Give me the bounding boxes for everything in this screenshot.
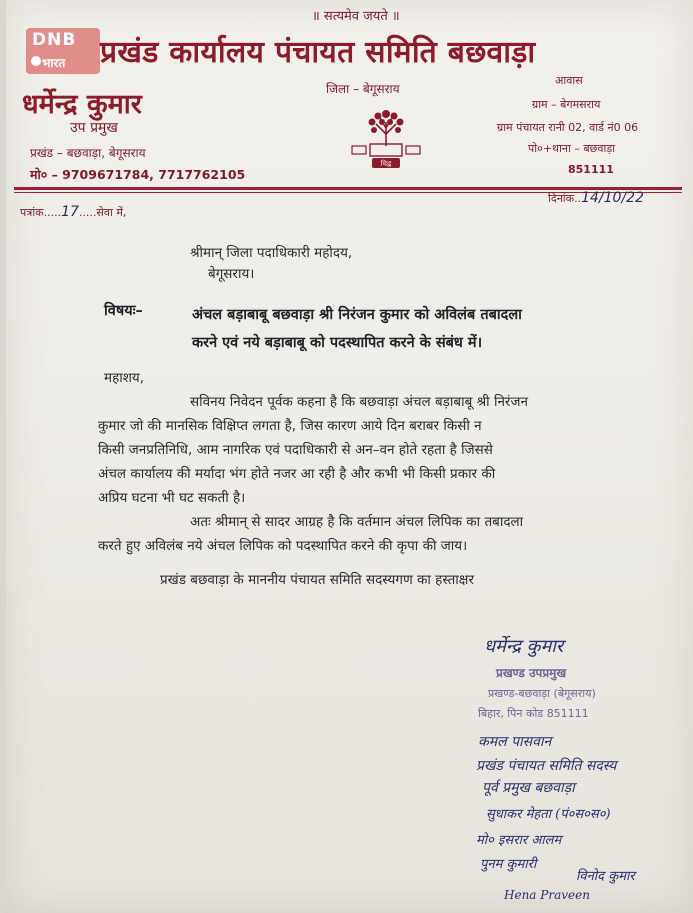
signature-8: विनोद कुमार bbox=[576, 869, 635, 884]
tree-emblem-icon bbox=[350, 100, 422, 172]
body-p1-line5: अप्रिय घटना भी घट सकती है। bbox=[98, 490, 246, 506]
sender-name: धर्मेन्द्र कुमार bbox=[22, 89, 142, 120]
sender-mobile: मो० – 9709671784, 7717762105 bbox=[30, 167, 246, 182]
seal-line2: प्रखण्ड-बछवाड़ा (बेगूसराय) bbox=[488, 687, 596, 700]
recipient-line2: बेगूसराय। bbox=[208, 266, 255, 282]
subject-line1: अंचल बड़ाबाबू बछवाड़ा श्री निरंजन कुमार को अविलंब तबादला bbox=[192, 307, 522, 323]
body-p2-line1: अतः श्रीमान् से सादर आग्रह है कि वर्तमान अंचल लिपिक का तबादला bbox=[190, 514, 524, 530]
district-label: जिला – बेगूसराय bbox=[326, 82, 400, 96]
emblem-label: चिह्न bbox=[380, 160, 392, 168]
body-p2-line2: करते हुए अविलंब नये अंचल लिपिक को पदस्थापित करने की कृपा की जाय। bbox=[98, 538, 468, 554]
signature-6: मो० इसरार आलम bbox=[476, 833, 562, 848]
watermark-brand: DNB bbox=[32, 30, 77, 50]
body-p1-line3: किसी जनप्रतिनिधि, आम नागरिक एवं पदाधिकारी से अन–वन होते रहता है जिससे bbox=[98, 442, 493, 458]
motto: ॥ सत्यमेव जयते ॥ bbox=[312, 9, 400, 24]
office-title: प्रखंड कार्यालय पंचायत समिति बछवाड़ा bbox=[100, 35, 536, 70]
seal-line3: बिहार, पिन कोड 851111 bbox=[478, 707, 589, 720]
body-p1-line4: अंचल कार्यालय की मर्यादा भंग होते नजर आ रही है और कभी भी किसी प्रकार की bbox=[98, 466, 496, 482]
watermark-dot-icon bbox=[31, 56, 41, 66]
residence-post: पो०+थाना – बछवाड़ा bbox=[528, 142, 616, 155]
seva-me: सेवा में, bbox=[96, 206, 127, 219]
subject-label: विषयः– bbox=[104, 303, 143, 319]
reference-line: पत्रांक.....17.....सेवा में, bbox=[20, 204, 127, 220]
subject-line2: करने एवं नये बड़ाबाबू को पदस्थापित करने के संबंध में। bbox=[192, 335, 483, 351]
reference-number: 17 bbox=[61, 204, 79, 220]
residence-village: ग्राम – बेगमसराय bbox=[532, 98, 601, 111]
signature-3: प्रखंड पंचायत समिति सदस्य bbox=[476, 758, 617, 774]
salutation: महाशय, bbox=[104, 370, 145, 386]
sender-block: प्रखंड – बछवाड़ा, बेगूसराय bbox=[30, 146, 146, 160]
closing-line: प्रखंड बछवाड़ा के माननीय पंचायत समिति सदस्यगण का हस्ताक्षर bbox=[160, 572, 474, 588]
signature-9: Hena Praveen bbox=[504, 888, 590, 902]
residence-title: आवास bbox=[555, 74, 583, 87]
channel-watermark bbox=[26, 28, 100, 74]
date-line: दिनांक..14/10/22 bbox=[548, 190, 644, 206]
sender-designation: उप प्रमुख bbox=[70, 120, 118, 136]
date-value: 14/10/22 bbox=[581, 190, 644, 206]
signature-7: पुनम कुमारी bbox=[480, 857, 537, 872]
body-p1-line1: सविनय निवेदन पूर्वक कहना है कि बछवाड़ा अंचल बड़ाबाबू श्री निरंजन bbox=[190, 394, 528, 410]
residence-pin: 851111 bbox=[568, 163, 614, 176]
body-p1-line2: कुमार जो की मानसिक विक्षिप्त लगता है, जिस कारण आये दिन बराबर किसी न bbox=[98, 418, 482, 434]
watermark-sub: भारत bbox=[42, 56, 66, 70]
signature-2: कमल पासवान bbox=[478, 734, 552, 750]
seal-line1: प्रखण्ड उपप्रमुख bbox=[496, 666, 567, 680]
signature-1: धर्मेन्द्र कुमार bbox=[484, 636, 564, 657]
date-label: दिनांक bbox=[548, 192, 575, 205]
residence-panchayat: ग्राम पंचायत रानी 02, वार्ड नं0 06 bbox=[497, 121, 639, 134]
reference-label: पत्रांक bbox=[20, 206, 44, 219]
signature-4: पूर्व प्रमुख बछवाड़ा bbox=[482, 780, 575, 796]
recipient-line1: श्रीमान् जिला पदाधिकारी महोदय, bbox=[190, 245, 353, 261]
signature-5: सुधाकर मेहता (पं०स०स०) bbox=[486, 807, 611, 822]
